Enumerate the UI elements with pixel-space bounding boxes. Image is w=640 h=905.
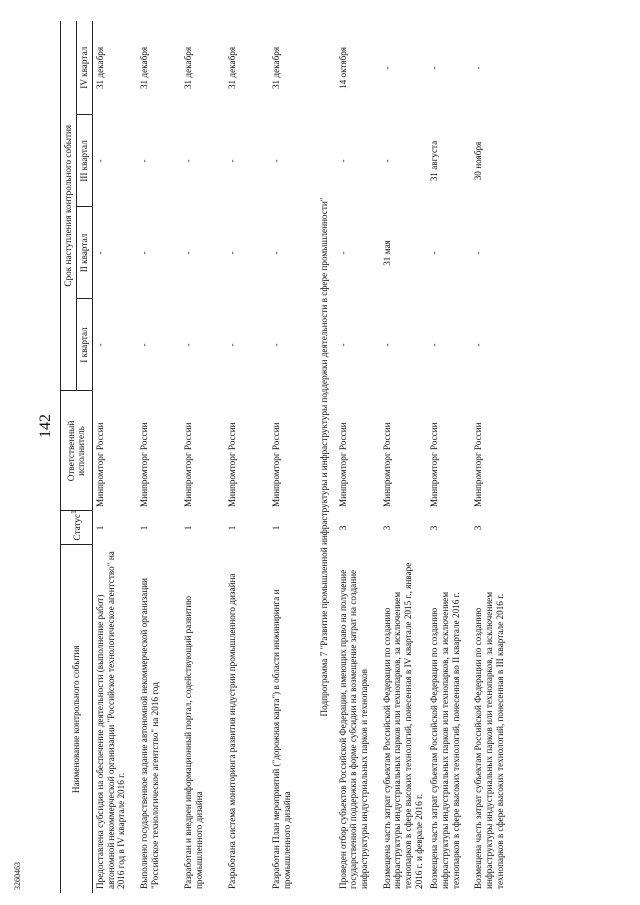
event-name: Возмещена часть затрат субъектам Российской Федерации по созданию инфраструктуры индустриальных парков или технопарков, за исключением технопарков в сфере высоких технологий, понесенная в IV квартале 2015 г., январе 2016 г. и феврале 2016 г. [381,562,425,889]
table-row [336,21,380,893]
event-q3: - [138,159,149,163]
event-q2: - [429,251,440,255]
table-row [137,21,181,893]
event-q4: - [429,66,440,70]
event-q2: - [473,251,484,255]
event-q4: 31 декабря [138,46,149,90]
event-status: 3 [381,525,392,531]
header-q2: II квартал [76,207,92,299]
event-name: Возмещена часть затрат субъектам Российской Федерации по созданию инфраструктуры индустриальных парков или технопарков, за исключением технопарков в сфере высоких технологий, понесенная во II квартале 2016 г. [429,591,461,889]
event-q4: 31 декабря [226,46,237,90]
header-status: Статус$^1$ [61,511,93,545]
event-q3: - [182,159,193,163]
subprogram-heading: Подпрограмма 7 "Развитие промышленной инфраструктуры и инфраструктуры поддержки деятельности в сфере промышленности" [318,197,329,717]
event-status: 1 [94,525,105,531]
header-q1: I квартал [76,299,92,391]
table-row [92,21,137,893]
event-q4: 14 октября [337,46,348,89]
control-events-table [60,21,515,893]
event-q2: - [182,251,193,255]
event-q1: - [473,343,484,347]
table-row [380,21,427,893]
event-q1: - [337,343,348,347]
table-row [471,21,515,893]
event-status: 1 [270,525,281,531]
event-q1: - [182,343,193,347]
event-q4: 31 декабря [94,46,105,90]
event-executor: Минпромторг России [226,422,237,507]
event-q1: - [429,343,440,347]
event-name: Предоставлена субсидия на обеспечение деятельности (выполнение работ) автономной некоммерческой организации "Российское технологическое агентство" на 2016 год в IV квартале 2016 г. [94,551,127,889]
event-status: 3 [337,525,348,531]
header-executor: Ответственный исполнитель [61,391,93,511]
event-q3: - [94,159,105,163]
event-status: 3 [473,525,484,531]
table-row [427,21,471,893]
event-q3: - [270,159,281,163]
event-status: 1 [182,525,193,531]
document-code: 3260463 [13,862,22,890]
event-q2: 31 мая [381,240,392,266]
header-q4: IV квартал [76,21,92,115]
event-executor: Минпромторг России [429,422,440,507]
event-q4: 31 декабря [182,46,193,90]
event-q2: - [226,251,237,255]
event-q4: - [381,66,392,70]
event-name: Выполнено государственное задание автономной некоммерческой организации "Российское технологическое агентство" на 2016 год [138,578,160,889]
event-q1: - [138,343,149,347]
event-q2: - [138,251,149,255]
event-q2: - [94,251,105,255]
event-q1: - [270,343,281,347]
header-name: Наименование контрольного события [61,545,93,893]
status-footnote-mark: 1 [69,510,79,514]
event-q3: - [226,159,237,163]
event-name: Проведен отбор субъектов Российской Федерации, имеющих право на получение государственной поддержки в форме субсидии на возмещение затрат на создание инфраструктуры индустриальных парков и технопарков [337,569,370,889]
table-row [225,21,269,893]
event-q3: - [381,159,392,163]
event-status: 3 [429,525,440,531]
section-row [313,21,336,893]
event-q4: - [473,66,484,70]
event-q3: 31 августа [429,140,440,182]
event-q2: - [337,251,348,255]
event-q2: - [270,251,281,255]
table-row [181,21,225,893]
event-executor: Минпромторг России [94,422,105,507]
event-executor: Минпромторг России [182,422,193,507]
event-name: Разработана система мониторинга развития индустрии промышленного дизайна [226,573,237,889]
event-executor: Минпромторг России [337,422,348,507]
table-row [269,21,313,893]
event-executor: Минпромторг России [270,422,281,507]
event-status: 1 [138,525,149,531]
event-q1: - [226,343,237,347]
header-deadline: Срок наступления контрольного события [61,21,77,391]
header-q3: III квартал [76,115,92,207]
event-name: Разработан План мероприятий ("дорожная карта") в области инжиниринга и промышленного дизайна [270,589,292,889]
event-executor: Минпромторг России [473,422,484,507]
event-q1: - [94,343,105,347]
event-q1: - [381,343,392,347]
event-q4: 31 декабря [270,46,281,90]
event-name: Возмещена часть затрат субъектам Российской Федерации по созданию инфраструктуры индустриальных парков или технопарков, за исключением технопарков в сфере высоких технологий, понесенная в III квартале 2016 г. [473,591,505,889]
page-number: 142 [37,414,54,438]
event-executor: Минпромторг России [138,422,149,507]
event-status: 1 [226,525,237,531]
event-name: Разработан и внедрен информационный портал, содействующий развитию промышленного дизайна [182,595,204,889]
event-q3: - [337,159,348,163]
event-q3: 30 ноября [473,141,484,181]
event-executor: Минпромторг России [381,422,392,507]
